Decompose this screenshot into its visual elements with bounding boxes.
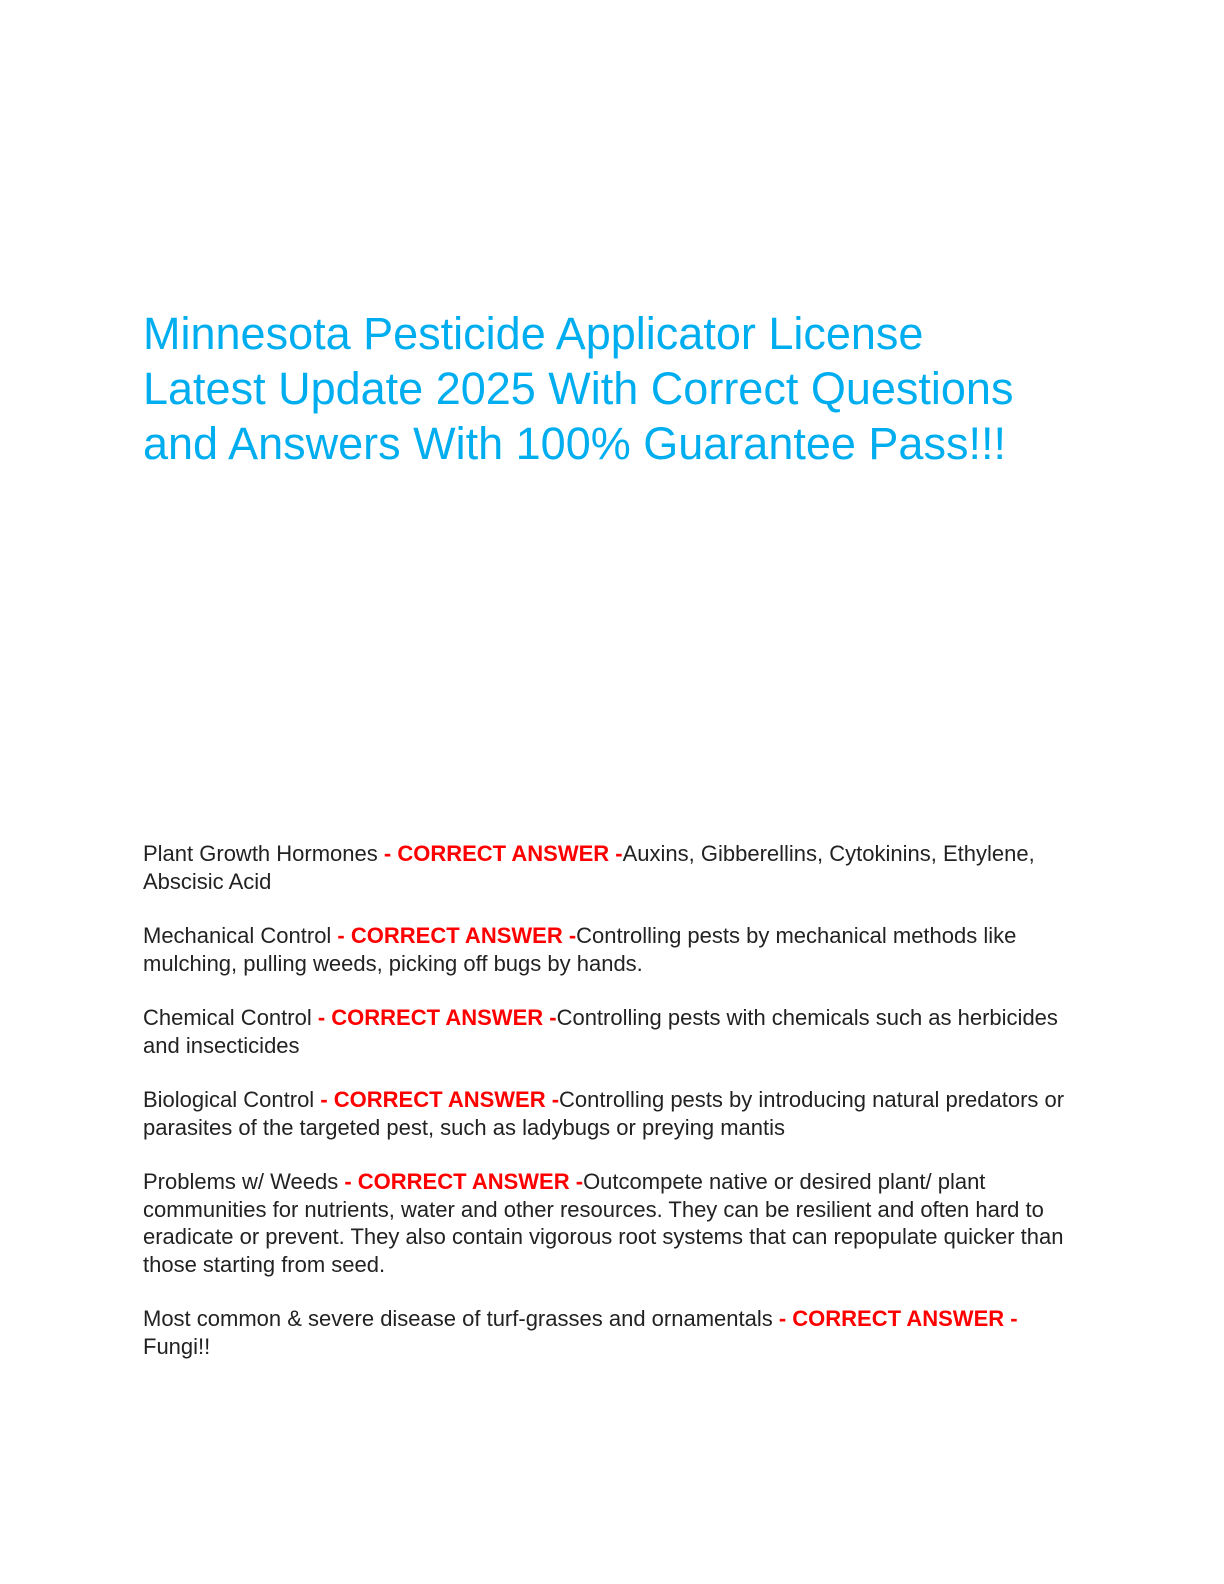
qa-item: [143, 1168, 1083, 1278]
qa-item: [143, 922, 1083, 977]
qa-item: [143, 1305, 1083, 1360]
qa-question: Most common & severe disease of turf-grasses and ornamentals: [143, 1306, 773, 1331]
qa-question: Mechanical Control: [143, 923, 332, 948]
title-line-1: Minnesota Pesticide Applicator License: [143, 308, 924, 359]
correct-answer-marker: - CORRECT ANSWER -: [311, 1005, 557, 1030]
qa-question: Plant Growth Hormones: [143, 841, 378, 866]
correct-answer-marker: - CORRECT ANSWER -: [377, 841, 623, 866]
qa-item: [143, 1086, 1083, 1141]
correct-answer-marker: - CORRECT ANSWER -: [338, 1169, 584, 1194]
title-line-2: Latest Update 2025 With Correct Questions: [143, 363, 1014, 414]
qa-list: [143, 840, 1083, 1387]
correct-answer-marker: - CORRECT ANSWER -: [314, 1087, 560, 1112]
correct-answer-marker: - CORRECT ANSWER -: [331, 923, 577, 948]
qa-answer: Fungi!!: [143, 1333, 211, 1359]
qa-answer: Controlling pests by introducing natural predators or parasites of the targeted pest, such as ladybugs or preying mantis: [143, 1087, 1065, 1140]
correct-answer-marker: - CORRECT ANSWER -: [772, 1306, 1018, 1331]
qa-answer: Controlling pests with chemicals such as herbicides and insecticides: [143, 1005, 1058, 1058]
qa-question: Chemical Control: [143, 1005, 312, 1030]
qa-item: [143, 1004, 1083, 1059]
qa-question: Biological Control: [143, 1087, 315, 1112]
title-line-3: and Answers With 100% Guarantee Pass!!!: [143, 418, 1006, 469]
qa-question: Problems w/ Weeds: [143, 1169, 339, 1194]
qa-answer: Auxins, Gibberellins, Cytokinins, Ethylene, Abscisic Acid: [143, 841, 1035, 894]
qa-answer: Outcompete native or desired plant/ plant communities for nutrients, water and other resources. They can be resilient and often hard to eradicate or prevent. They also contain vigorous root systems that can repopulate quicker than those starting from seed.: [143, 1169, 1064, 1277]
qa-answer: Controlling pests by mechanical methods like mulching, pulling weeds, picking off bugs by hands.: [143, 923, 1017, 976]
qa-item: [143, 840, 1083, 895]
document-title: [143, 306, 1103, 471]
